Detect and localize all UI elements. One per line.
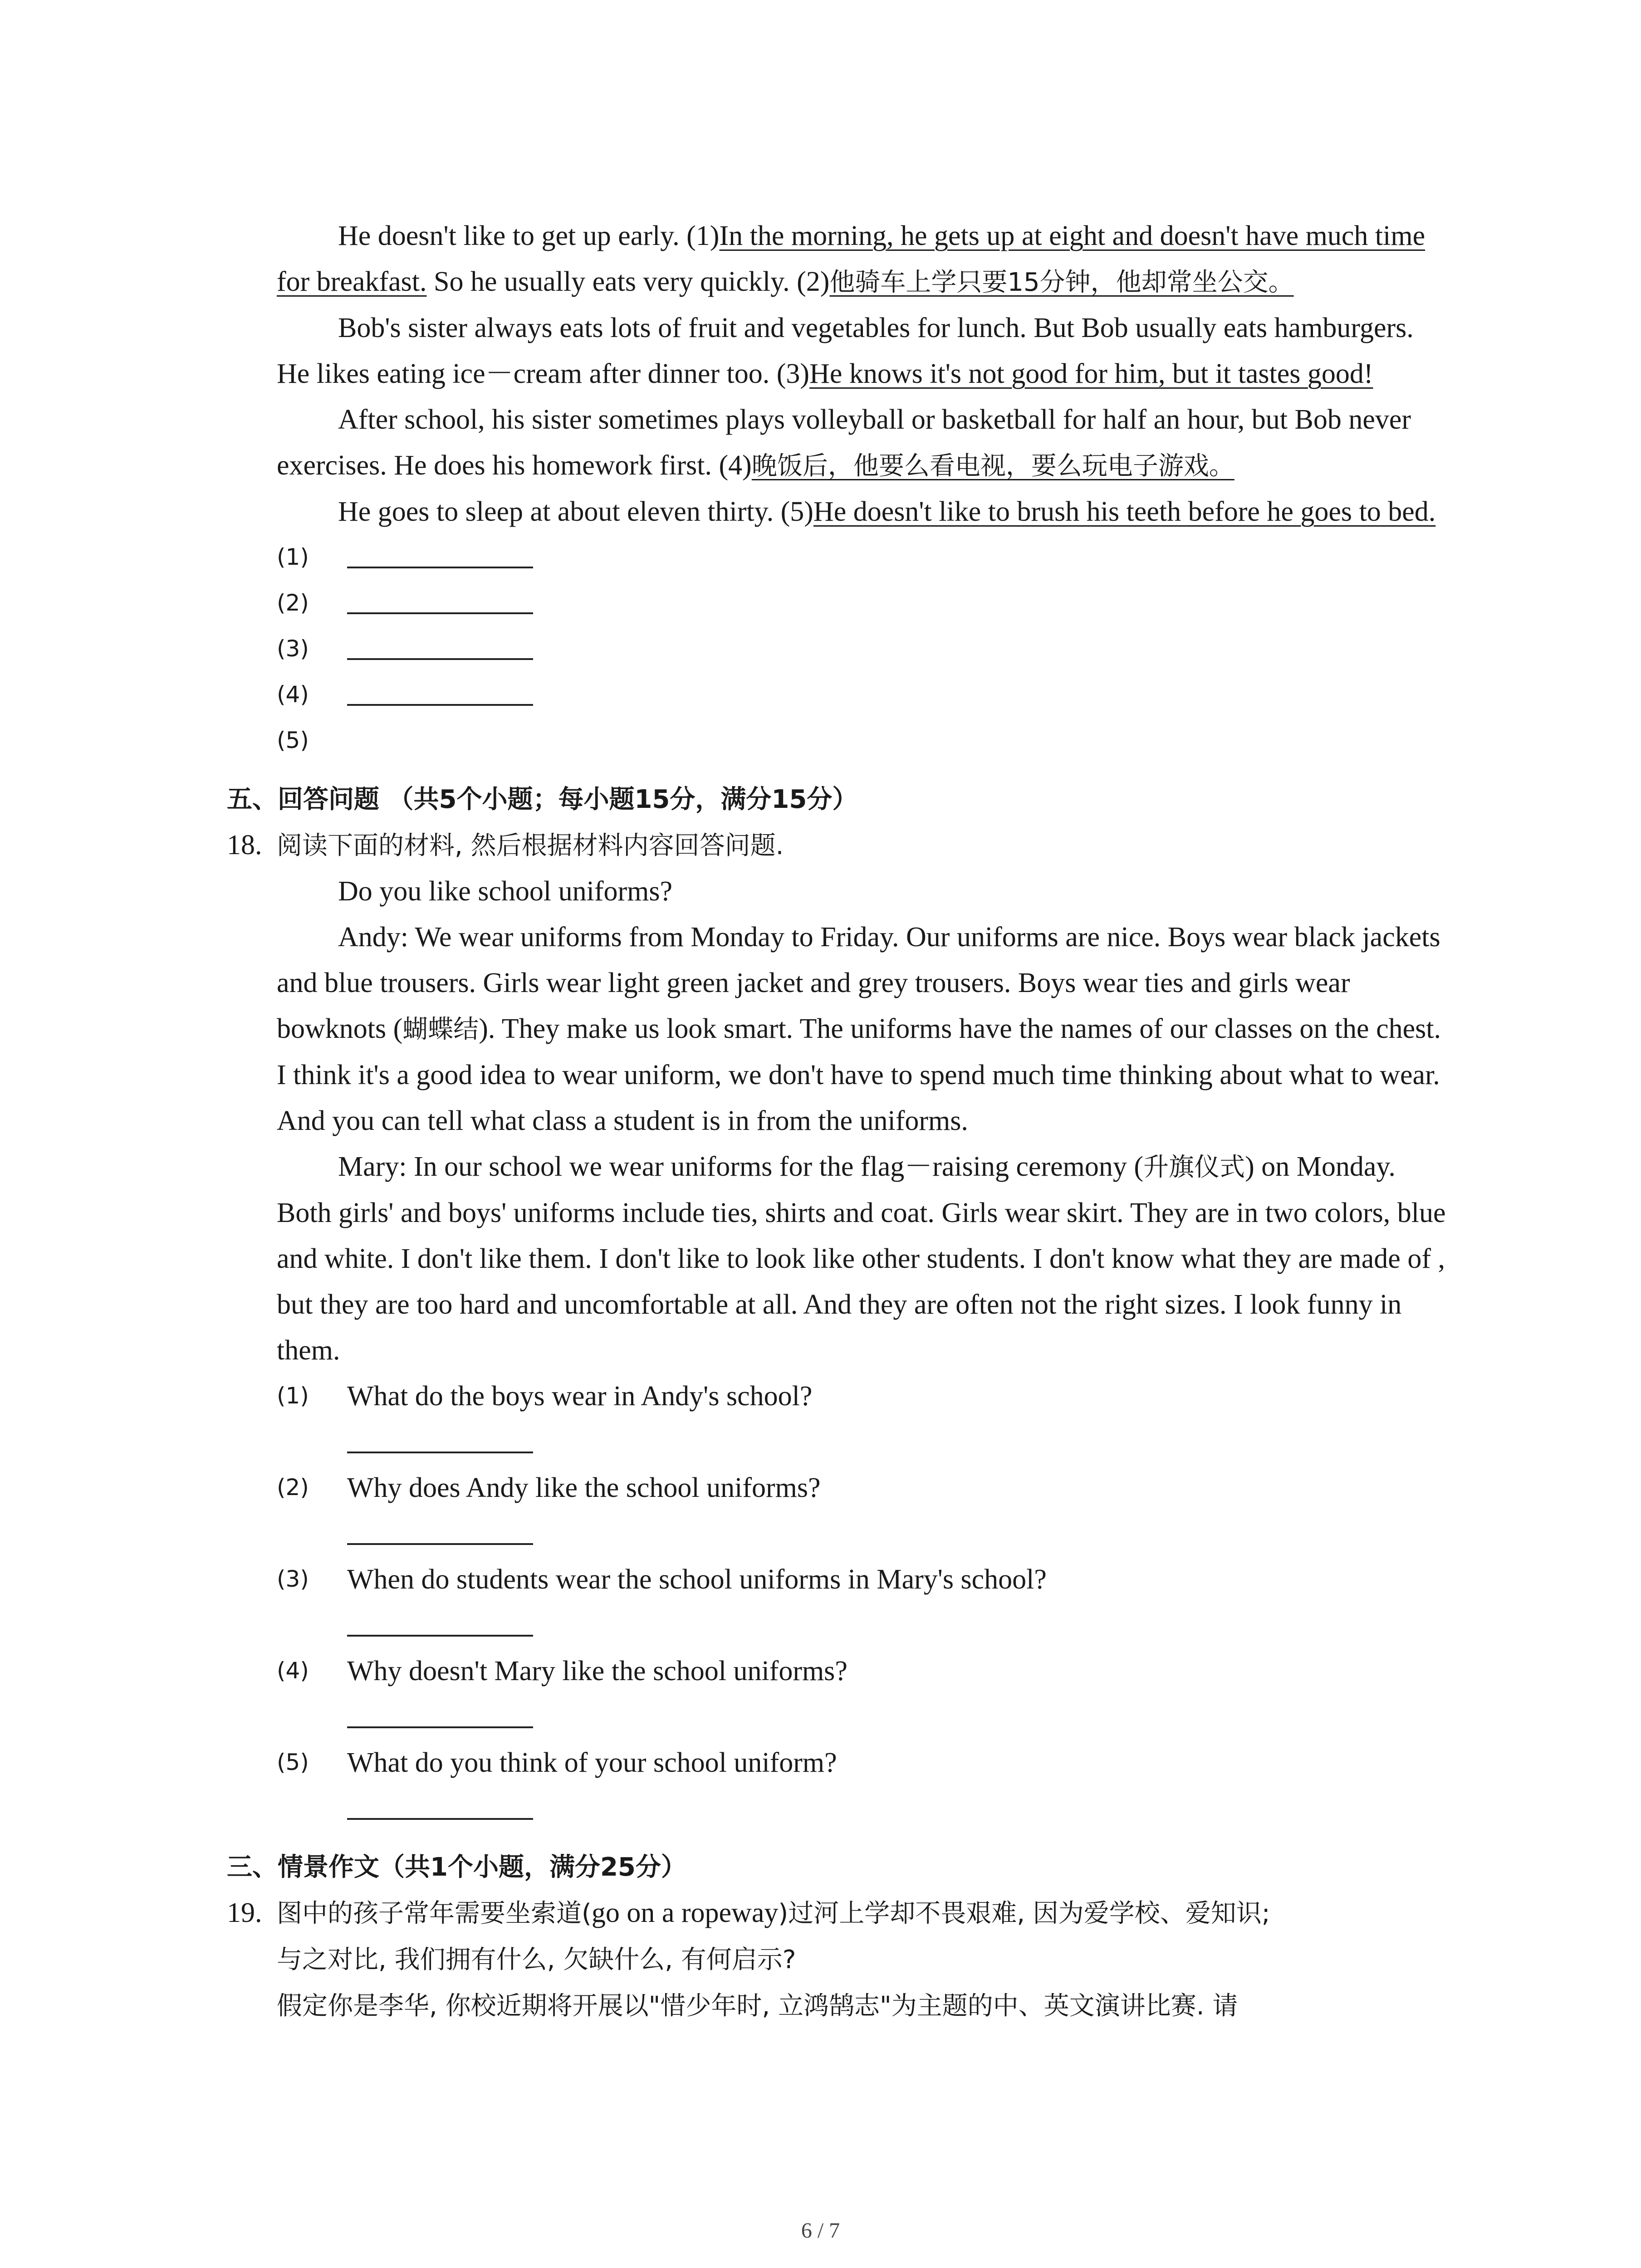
section-heading-3: 三、情景作文（共1个小题，满分25分） [227,1853,686,1882]
sub-question-5: (5) What do you think of your school uniform? [277,1740,1452,1832]
underlined-sentence-2: 他骑车上学只要15分钟，他却常坐公交。 [829,268,1294,297]
underlined-sentence-4: 晚饭后，他要么看电视，要么玩电子游戏。 [751,451,1234,481]
sub-question-3: (3) When do students wear the school uniforms in Mary's school? [277,1557,1452,1648]
answer-line[interactable] [347,1726,533,1728]
answer-line[interactable] [347,704,533,706]
answer-line[interactable] [347,612,533,614]
answer-blank-row: (5) [277,727,309,753]
underlined-sentence-1: In the morning, he gets up at eight and doesn't have much time for breakfast. [277,220,1425,297]
sub-question-1: (1) What do the boys wear in Andy's school? [277,1374,1452,1465]
underlined-sentence-5: He doesn't like to brush his teeth before he goes to bed. [813,496,1436,527]
passage-paragraph-1: He doesn't like to get up early. (1)In the morning, he gets up at eight and doesn't have much time for breakfast. So he usually eats very quickly. (2)他骑车上学只要15分钟，他却常坐公交。 [277,220,1425,297]
sub-question-2: (2) Why does Andy like the school uniforms? [277,1465,1452,1557]
answer-line[interactable] [347,1818,533,1820]
sub-question-4: (4) Why doesn't Mary like the school uniforms? [277,1648,1452,1740]
answer-line[interactable] [347,1635,533,1637]
section-heading-5: 五、回答问题 （共5个小题；每小题15分，满分15分） [227,785,858,814]
answer-blank-row: (4) [277,672,1452,718]
question-18 [227,822,1452,869]
answer-line[interactable] [347,1452,533,1453]
question-instruction: 阅读下面的材料, 然后根据材料内容回答问题. [277,831,784,860]
question-19-line-3: 假定你是李华, 你校近期将开展以"惜少年时, 立鸿鹄志"为主题的中、英文演讲比赛. 请 [277,1991,1238,2021]
page-content [227,213,1452,2029]
answer-blank-row: (1) [277,535,1452,581]
passage-paragraph-2: Bob's sister always eats lots of fruit and vegetables for lunch. But Bob usually eats hamburgers. He likes eating ice－cream after dinner too. (3)He knows it's not good for him, but it tastes good! [277,313,1414,389]
answer-blank-row: (3) [277,626,1452,672]
question-19-line-2: 与之对比, 我们拥有什么, 欠缺什么, 有何启示? [277,1945,796,1975]
reading-paragraph-mary: Mary: In our school we wear uniforms for the flag－raising ceremony (升旗仪式) on Monday. Both girls' and boys' uniforms include ties, shirts and coat. Girls wear skirt. They are in two colors, blue and white. I don't like them. I don't like to look like other students. I don't know what they are made of , but they are too hard and uncomfortable at all. And they are often not the right sizes. I look funny in them. [277,1151,1446,1366]
answer-line[interactable] [347,658,533,660]
question-19-line-1: 图中的孩子常年需要坐索道(go on a ropeway)过河上学却不畏艰难, 因为爱学校、爱知识; [277,1897,1270,1928]
page-number: 6 / 7 [801,2219,840,2243]
question-19 [227,1890,1452,2029]
reading-title: Do you like school uniforms? [338,876,673,907]
passage-paragraph-3: After school, his sister sometimes plays volleyball or basketball for half an hour, but Bob never exercises. He does his homework first. (4)晚饭后，他要么看电视，要么玩电子游戏。 [277,404,1411,481]
underlined-sentence-3: He knows it's not good for him, but it tastes good! [809,358,1373,389]
answer-blank-row: (2) [277,581,1452,626]
question-number: 19. [227,1897,262,1928]
reading-paragraph-andy: Andy: We wear uniforms from Monday to Friday. Our uniforms are nice. Boys wear black jackets and blue trousers. Girls wear light green jacket and grey trousers. Boys wear ties and girls wear bowknots (蝴蝶结). They make us look smart. The uniforms have the names of our classes on the chest. I think it's a good idea to wear uniform, we don't have to spend much time thinking about what to wear. And you can tell what class a student is in from the uniforms. [277,922,1441,1136]
answer-line[interactable] [347,1543,533,1545]
answer-line[interactable] [347,567,533,568]
passage-paragraph-4: He goes to sleep at about eleven thirty. (5)He doesn't like to brush his teeth before he goes to bed. [338,496,1436,527]
question-number: 18. [227,830,262,860]
